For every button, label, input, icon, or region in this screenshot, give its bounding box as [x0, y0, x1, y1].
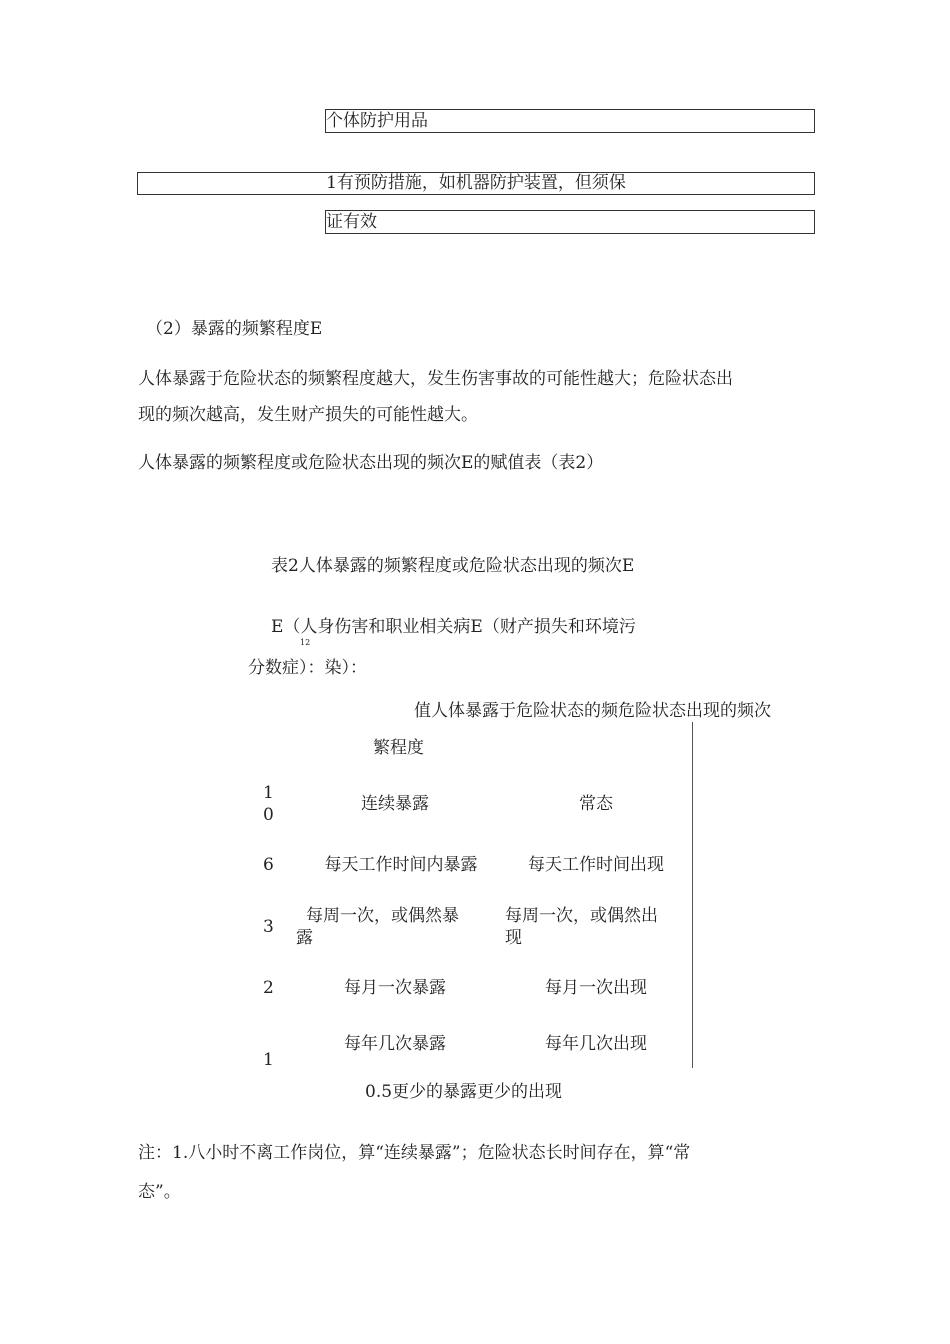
occurrence-cell: 每年几次出现: [545, 1034, 647, 1054]
occurrence-cell: 常态: [579, 794, 613, 814]
score-cell: 2: [263, 978, 274, 998]
box-preventive-measures: [137, 172, 815, 195]
exposure-cell: 每月一次暴露: [344, 978, 446, 998]
occurrence-cell: 每月一次出现: [545, 978, 647, 998]
table-header-line: 值人体暴露于危险状态的频危险状态出现的频次: [414, 701, 771, 721]
occurrence-cell: 每周一次，或偶然出: [505, 906, 658, 926]
table-header-subscript: 12: [300, 638, 311, 647]
note-line: 注：1.八小时不离工作岗位，算“连续暴露”；危险状态长时间存在，算“常: [138, 1143, 691, 1163]
table-last-row: 0.5更少的暴露更少的出现: [365, 1082, 563, 1102]
score-cell: 1: [263, 1050, 274, 1070]
exposure-cell: 每周一次，或偶然暴: [306, 906, 459, 926]
score-cell: 3: [263, 917, 274, 937]
box-ppe: [325, 109, 815, 133]
table-caption: 表2人体暴露的频繁程度或危险状态出现的频次E: [271, 556, 635, 576]
exposure-cell: 露: [296, 928, 313, 948]
box-effective: [325, 210, 815, 234]
exposure-cell: 每年几次暴露: [344, 1034, 446, 1054]
table-vertical-rule: [692, 722, 693, 1068]
section-heading: （2）暴露的频繁程度E: [146, 319, 323, 339]
table-header-line: 分数症）：染）：: [248, 658, 367, 678]
exposure-cell: 连续暴露: [361, 794, 429, 814]
exposure-cell: 每天工作时间内暴露: [324, 855, 478, 875]
occurrence-cell: 现: [505, 928, 522, 948]
table-header-line: E（人身伤害和职业相关病E（财产损失和环境污: [271, 617, 636, 637]
paragraph-line: 现的频次越高，发生财产损失的可能性越大。: [138, 405, 478, 425]
paragraph-line: 人体暴露于危险状态的频繁程度越大，发生伤害事故的可能性越大；危险状态出: [138, 369, 733, 389]
score-cell: 0: [263, 805, 274, 825]
box-effective-text: 证有效: [326, 212, 377, 232]
box-ppe-text: 个体防护用品: [326, 111, 428, 131]
score-cell: 6: [263, 855, 274, 875]
table-header-line: 繁程度: [373, 738, 424, 758]
table-reference: 人体暴露的频繁程度或危险状态出现的频次E的赋值表（表2）: [138, 453, 604, 473]
box-preventive-measures-text: 1有预防措施，如机器防护装置，但须保: [326, 173, 626, 193]
occurrence-cell: 每天工作时间出现: [528, 855, 664, 875]
score-cell: 1: [263, 783, 274, 803]
note-line: 态”。: [138, 1182, 181, 1202]
